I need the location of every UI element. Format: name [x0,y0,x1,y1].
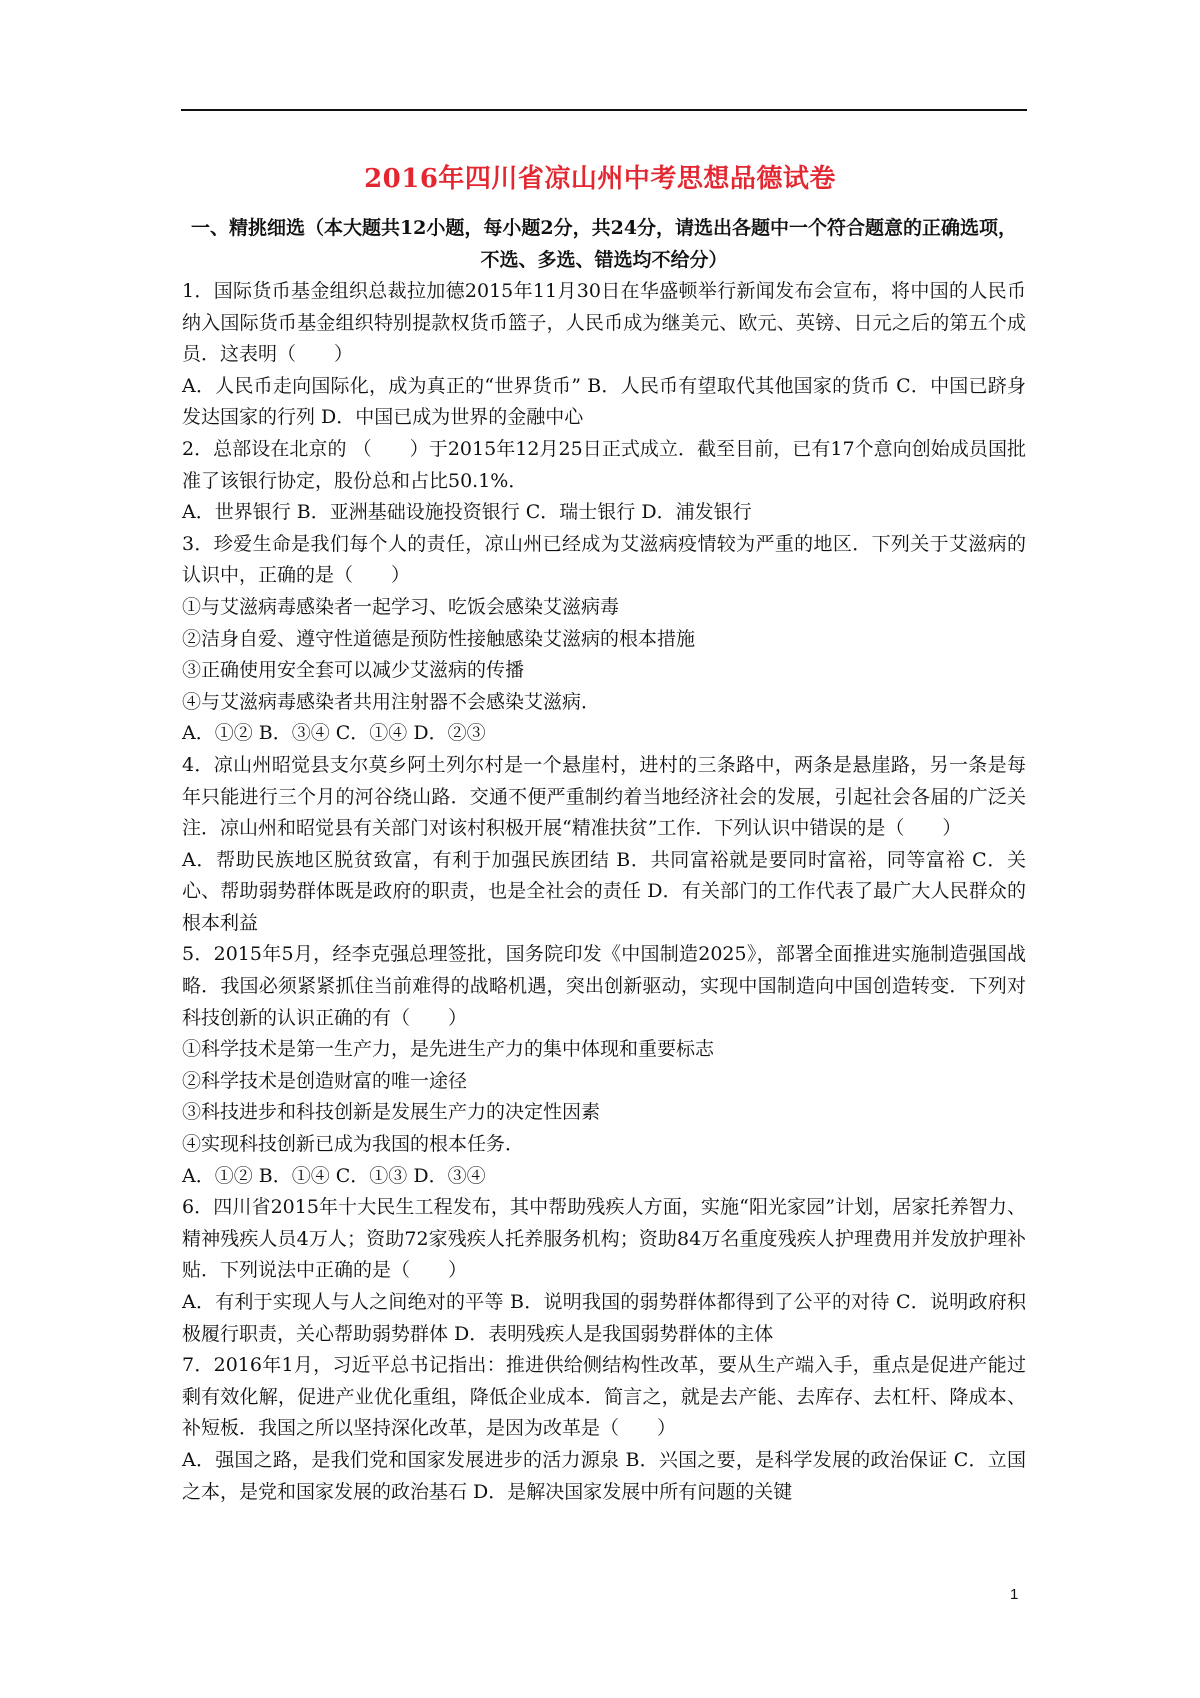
question-3-statement-1: ①与艾滋病毒感染者一起学习、吃饭会感染艾滋病毒 [182,595,620,618]
question-4: 4．凉山州昭觉县支尔莫乡阿土列尔村是一个悬崖村，进村的三条路中，两条是悬崖路，另一条是每年只能进行三个月的河谷绕山路．交通不便严重制约着当地经济社会的发展，引起社会各届的广泛关注．凉山州和昭觉县有关部门对该村积极开展“精准扶贫”工作．下列认识中错误的是（ ） [182,753,1026,840]
question-1-options: A．人民币走向国际化，成为真正的“世界货币” B．人民币有望取代其他国家的货币 C．中国已跻身发达国家的行列 D．中国已成为世界的金融中心 [182,374,1026,429]
question-5-statement-3: ③科技进步和科技创新是发展生产力的决定性因素 [182,1101,601,1124]
question-4-options: A．帮助民族地区脱贫致富，有利于加强民族团结 B．共同富裕就是要同时富裕，同等富裕 C．关心、帮助弱势群体既是政府的职责，也是全社会的责任 D．有关部门的工作代表了最广大人民群众的根本利益 [182,848,1026,934]
question-5: 5．2015年5月，经李克强总理签批，国务院印发《中国制造2025》，部署全面推进实施制造强国战略．我国必须紧紧抓住当前难得的战略机遇，突出创新驱动，实现中国制造向中国创造转变．下列对科技创新的认识正确的有（ ） [182,943,1026,1029]
question-2-options: A．世界银行 B．亚洲基础设施投资银行 C．瑞士银行 D．浦发银行 [182,501,752,524]
question-5-statement-4: ④实现科技创新已成为我国的根本任务． [182,1133,525,1156]
question-body [182,276,1026,1508]
question-5-statement-2: ②科学技术是创造财富的唯一途径 [182,1069,468,1092]
question-5-statement-1: ①科学技术是第一生产力，是先进生产力的集中体现和重要标志 [182,1038,715,1061]
question-1: 1．国际货币基金组织总裁拉加德2015年11月30日在华盛顿举行新闻发布会宣布，将中国的人民币纳入国际货币基金组织特别提款权货币篮子，人民币成为继美元、欧元、英镑、日元之后的第五个成员．这表明（ ） [182,280,1026,366]
page-number: 1 [1010,1586,1019,1603]
question-7: 7．2016年1月，习近平总书记指出：推进供给侧结构性改革，要从生产端入手，重点是促进产能过剩有效化解，促进产业优化重组，降低企业成本．简言之，就是去产能、去库存、去杠杆、降成本、补短板．我国之所以坚持深化改革，是因为改革是（ ） [182,1354,1026,1440]
question-3-statement-2: ②洁身自爱、遵守性道德是预防性接触感染艾滋病的根本措施 [182,627,696,650]
question-3-options: A．①② B．③④ C．①④ D．②③ [182,722,486,745]
question-3-statement-4: ④与艾滋病毒感染者共用注射器不会感染艾滋病． [182,690,601,713]
question-7-options: A．强国之路，是我们党和国家发展进步的活力源泉 B．兴国之要，是科学发展的政治保证 C．立国之本，是党和国家发展的政治基石 D．是解决国家发展中所有问题的关键 [182,1448,1026,1503]
question-5-options: A．①② B．①④ C．①③ D．③④ [182,1164,486,1187]
question-6: 6．四川省2015年十大民生工程发布，其中帮助残疾人方面，实施“阳光家园”计划，居家托养智力、精神残疾人员4万人；资助72家残疾人托养服务机构；资助84万名重度残疾人护理费用并发放护理补贴．下列说法中正确的是（ ） [182,1196,1026,1282]
question-2: 2．总部设在北京的 （ ）于2015年12月25日正式成立．截至目前，已有17个意向创始成员国批准了该银行协定，股份总和占比50.1%． [182,437,1026,492]
question-6-options: A．有利于实现人与人之间绝对的平等 B．说明我国的弱势群体都得到了公平的对待 C．说明政府积极履行职责，关心帮助弱势群体 D．表明残疾人是我国弱势群体的主体 [182,1291,1026,1345]
header-rule [181,109,1027,111]
section-heading: 一、精挑细选（本大题共12小题，每小题2分，共24分，请选出各题中一个符合题意的正确选项，不选、多选、错选均不给分） [190,217,1018,271]
question-3-statement-3: ③正确使用安全套可以减少艾滋病的传播 [182,659,525,682]
question-3: 3．珍爱生命是我们每个人的责任，凉山州已经成为艾滋病疫情较为严重的地区．下列关于艾滋病的认识中，正确的是（ ） [182,532,1026,587]
document-title: 2016年四川省凉山州中考思想品德试卷 [364,164,836,194]
